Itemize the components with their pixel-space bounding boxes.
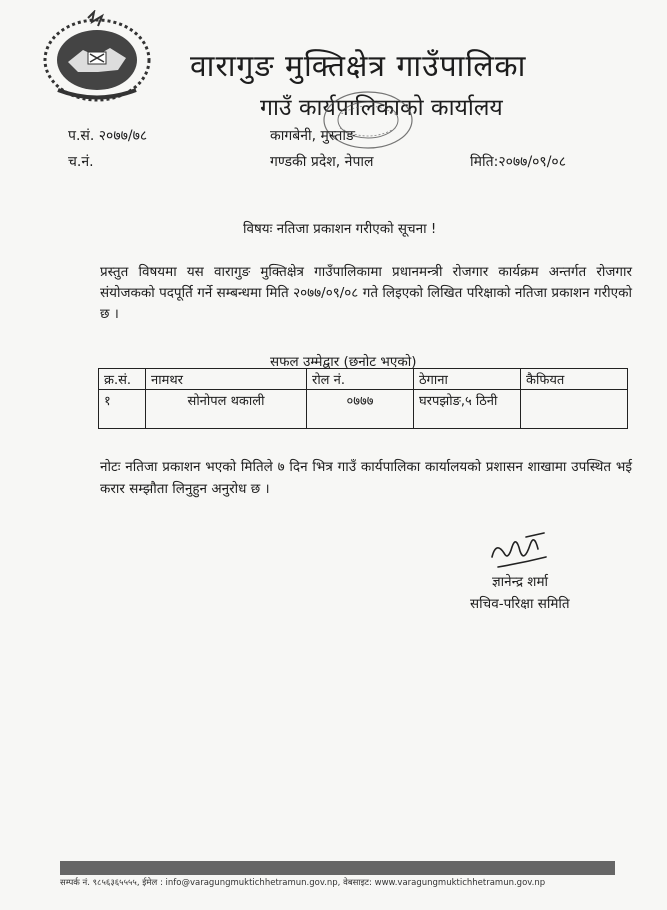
- organization-name: वारागुङ मुक्तिक्षेत्र गाउँपालिका: [190, 49, 527, 84]
- header-address: ठेगाना: [414, 369, 521, 390]
- office-seal-icon: [318, 86, 418, 156]
- cell-name: सोनोपल थकाली: [146, 390, 307, 429]
- table-row: [99, 390, 628, 429]
- body-paragraph: प्रस्तुत विषयमा यस वारागुङ मुक्तिक्षेत्र गाउँपालिकामा प्रधानमन्त्री रोजगार कार्यक्रम अन्तर्गत रोजगार संयोजकको पदपूर्ति गर्ने सम्बन्धमा मिति २०७७/०९/०८ गते लिइएको लिखित परिक्षाको नतिजा प्रकाशन गरीएको छ ।: [100, 264, 632, 322]
- cell-address: घरपझोङ,५ ठिनी: [414, 390, 521, 429]
- address-line-2: गण्डकी प्रदेश, नेपाल: [270, 154, 374, 170]
- cell-sn: १: [99, 390, 146, 429]
- cell-remarks: [521, 390, 628, 429]
- signature-icon: [486, 527, 556, 575]
- address-line-1: कागबेनी, मुस्ताङ: [270, 128, 355, 144]
- signatory-title: सचिव-परिक्षा समिति: [470, 596, 570, 612]
- table-caption: सफल उम्मेद्वार (छनोट भएको): [270, 354, 417, 370]
- note-paragraph: नोटः नतिजा प्रकाशन भएको मितिले ७ दिन भित्र गाउँ कार्यपालिका कार्यालयको प्रशासन शाखामा उपस्थित भई करार सम्झौता लिनुहुन अनुरोध छ ।: [100, 459, 632, 497]
- reference-number: प.सं. २०७७/७८: [68, 128, 148, 144]
- dispatch-number: च.नं.: [68, 154, 94, 170]
- header-name: नामथर: [146, 369, 307, 390]
- header-roll: रोल नं.: [307, 369, 414, 390]
- footer-contact: सम्पर्क नं. ९८५६३६५५५५, ईमेल : info@varagungmuktichhetramun.gov.np, वेबसाइट: www.varagungmuktichhetramun.gov.np: [60, 878, 546, 888]
- cell-roll: ०७७७: [307, 390, 414, 429]
- header-remarks: कैफियत: [521, 369, 628, 390]
- subject-line: विषयः नतिजा प्रकाशन गरीएको सूचना !: [243, 221, 437, 237]
- footer-bar: [60, 861, 615, 875]
- results-table: [98, 368, 628, 429]
- header-sn: क्र.सं.: [99, 369, 146, 390]
- office-name: गाउँ कार्यपालिकाको कार्यालय: [260, 95, 503, 121]
- table-header-row: [99, 369, 628, 390]
- letter-date: मिति:२०७७/०९/०८: [470, 154, 566, 170]
- signatory-name: ज्ञानेन्द्र शर्मा: [492, 574, 549, 590]
- nepal-emblem-icon: [38, 10, 156, 106]
